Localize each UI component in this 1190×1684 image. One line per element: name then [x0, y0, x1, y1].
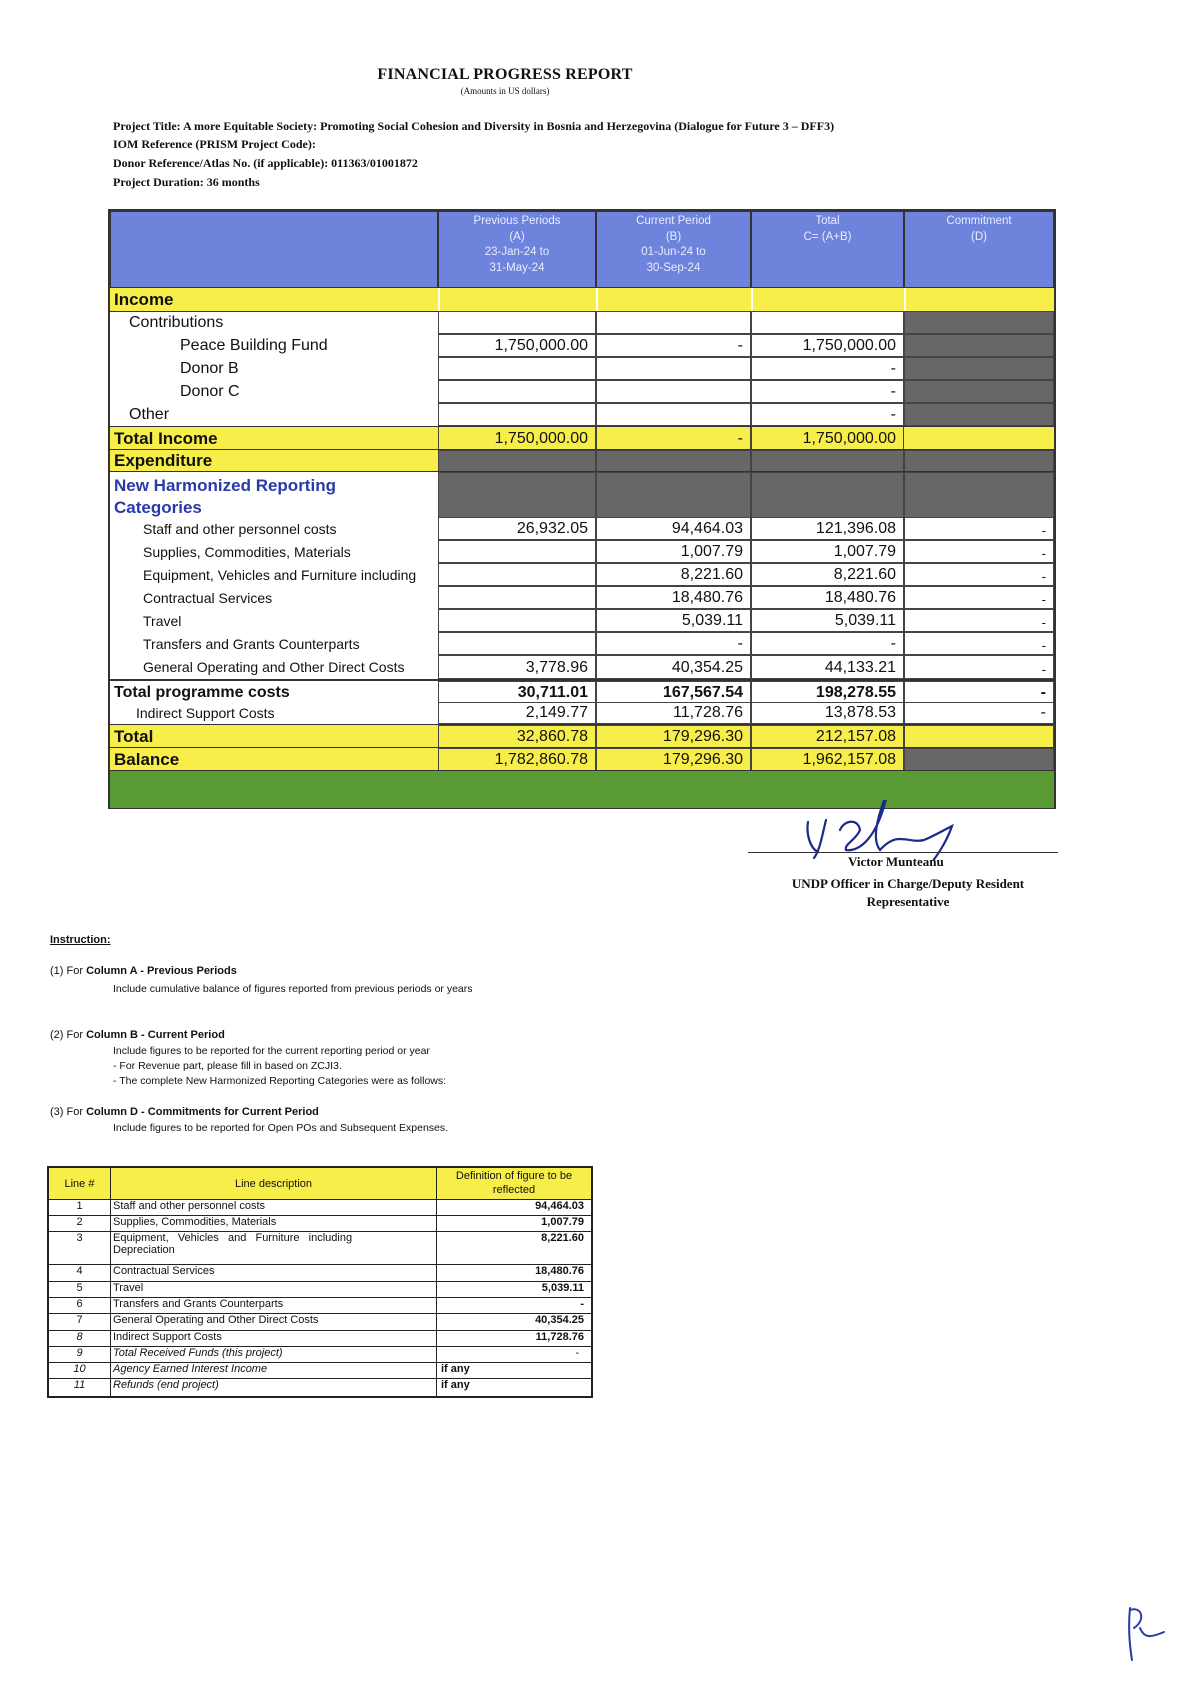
peace-fund-label: Peace Building Fund	[180, 336, 328, 354]
line-description	[111, 1232, 437, 1265]
expense-label: General Operating and Other Direct Costs	[143, 659, 405, 675]
programme-total-row	[110, 679, 1054, 704]
programme-total-b: 167,567.54	[596, 681, 751, 704]
signatory-title-line2: Representative	[866, 894, 950, 910]
report-subtitle: (Amounts in US dollars)	[460, 86, 550, 96]
expense-d: -	[904, 563, 1054, 586]
commitment-shaded-cell	[904, 311, 1054, 334]
line-description: Refunds (end project)	[111, 1379, 437, 1396]
instruction-1	[50, 965, 237, 977]
line-description-line1: Equipment, Vehicles and Furniture including	[113, 1232, 353, 1244]
expense-row	[110, 609, 1054, 632]
instruction-prefix: (2) For	[50, 1029, 87, 1041]
line-value: if any	[441, 1379, 470, 1391]
line-description: Supplies, Commodities, Materials	[111, 1216, 437, 1232]
instruction-2-text3: - The complete New Harmonized Reporting Categories were as follows:	[113, 1075, 447, 1087]
line-number: 9	[49, 1347, 111, 1363]
expense-b: 40,354.25	[596, 655, 751, 679]
column-label: Previous Periods	[473, 215, 561, 227]
line-table-row	[49, 1347, 591, 1363]
categories-heading-line1: New Harmonized Reporting	[114, 476, 336, 495]
line-table-header	[49, 1168, 591, 1200]
line-value: 11,728.76	[437, 1331, 591, 1347]
line-value: 18,480.76	[437, 1265, 591, 1282]
report-title: FINANCIAL PROGRESS REPORT	[377, 66, 633, 83]
expense-c: 121,396.08	[751, 517, 904, 540]
indirect-b: 11,728.76	[596, 702, 751, 724]
expense-label: Supplies, Commodities, Materials	[143, 543, 351, 560]
expense-row	[110, 586, 1054, 609]
line-table-row	[49, 1298, 591, 1314]
expense-row	[110, 517, 1054, 540]
expense-b: 1,007.79	[596, 540, 751, 563]
balance-b: 179,296.30	[596, 748, 751, 771]
column-code: C= (A+B)	[803, 230, 852, 243]
total-income-a: 1,750,000.00	[438, 427, 596, 450]
other-income-row	[110, 403, 1054, 426]
grand-total-b: 179,296.30	[596, 725, 751, 748]
line-value: -	[437, 1347, 591, 1363]
line-value: 94,464.03	[437, 1200, 591, 1216]
initials-mark	[1120, 1598, 1170, 1668]
signatory-title	[768, 875, 1048, 911]
line-number-header: Line #	[49, 1168, 111, 1200]
line-value: 8,221.60	[437, 1232, 591, 1265]
expense-c: 44,133.21	[751, 655, 904, 679]
column-label: Current Period	[636, 215, 711, 227]
expense-d: -	[904, 655, 1054, 679]
expense-d: -	[904, 540, 1054, 563]
instruction-2	[50, 1029, 225, 1041]
balance-row	[110, 747, 1054, 771]
line-number: 11	[49, 1379, 111, 1396]
column-header-previous	[438, 211, 596, 288]
expense-a: 26,932.05	[438, 517, 596, 540]
expense-a	[438, 609, 596, 632]
programme-total-d: -	[904, 681, 1054, 704]
instruction-title: Column D - Commitments for Current Period	[86, 1106, 319, 1118]
contributions-label: Contributions	[129, 313, 224, 331]
indirect-c: 13,878.53	[751, 702, 904, 724]
line-number: 1	[49, 1200, 111, 1216]
expense-b: 94,464.03	[596, 517, 751, 540]
line-number: 3	[49, 1232, 111, 1265]
handwritten-signature	[748, 800, 1058, 860]
peace-fund-b: -	[596, 334, 751, 357]
line-number: 6	[49, 1298, 111, 1314]
expense-d: -	[904, 517, 1054, 540]
column-range-end: 30-Sep-24	[646, 261, 701, 274]
instruction-3-text: Include figures to be reported for Open POs and Subsequent Expenses.	[113, 1122, 449, 1134]
signature-block	[748, 800, 1058, 920]
income-heading-row	[110, 288, 1054, 312]
indirect-costs-label: Indirect Support Costs	[136, 705, 275, 721]
line-table-row	[49, 1379, 591, 1396]
donor-c-label: Donor C	[180, 382, 240, 400]
expense-row	[110, 540, 1054, 563]
expense-c: 8,221.60	[751, 563, 904, 586]
column-header-commitment	[904, 211, 1054, 288]
donor-b-c: -	[751, 357, 904, 380]
total-income-b: -	[596, 427, 751, 450]
signature-line	[748, 852, 1058, 853]
balance-a: 1,782,860.78	[438, 748, 596, 771]
indirect-d: -	[904, 702, 1054, 724]
expenditure-heading: Expenditure	[114, 451, 213, 470]
programme-total-c: 198,278.55	[751, 681, 904, 704]
categories-heading	[114, 475, 336, 519]
line-number: 8	[49, 1331, 111, 1347]
donor-b-label: Donor B	[180, 359, 239, 377]
line-value: -	[437, 1298, 591, 1314]
expense-label: Contractual Services	[143, 589, 273, 606]
line-value: 40,354.25	[437, 1314, 591, 1331]
programme-total-a: 30,711.01	[438, 681, 596, 704]
line-table-row	[49, 1363, 591, 1379]
expenditure-heading-row	[110, 449, 1054, 472]
expense-c: -	[751, 632, 904, 655]
expense-label: Travel	[143, 612, 182, 629]
expense-a	[438, 586, 596, 609]
instruction-prefix: (3) For	[50, 1106, 87, 1118]
total-income-c: 1,750,000.00	[751, 427, 904, 450]
instructions-heading: Instruction:	[50, 934, 111, 946]
expense-c: 1,007.79	[751, 540, 904, 563]
expense-row	[110, 655, 1054, 679]
line-value: 5,039.11	[437, 1282, 591, 1298]
line-description-table	[47, 1166, 593, 1398]
income-heading: Income	[114, 289, 174, 309]
grand-total-row	[110, 724, 1054, 748]
peace-fund-c: 1,750,000.00	[751, 334, 904, 357]
expense-d: -	[904, 586, 1054, 609]
column-range-end: 31-May-24	[489, 261, 545, 274]
contributions-row	[110, 311, 1054, 334]
donor-c-c: -	[751, 380, 904, 403]
expense-c: 5,039.11	[751, 609, 904, 632]
instruction-2-text2: - For Revenue part, please fill in based on ZCJI3.	[113, 1060, 342, 1072]
indirect-a: 2,149.77	[438, 702, 596, 724]
instruction-title: Column A - Previous Periods	[86, 965, 237, 977]
label-column-header	[110, 211, 438, 288]
line-number: 2	[49, 1216, 111, 1232]
line-description: Indirect Support Costs	[111, 1331, 437, 1347]
line-number: 10	[49, 1363, 111, 1379]
line-description: Travel	[111, 1282, 437, 1298]
expense-label: Equipment, Vehicles and Furniture including	[143, 566, 417, 583]
expense-b: 18,480.76	[596, 586, 751, 609]
expense-row	[110, 563, 1054, 586]
line-table-row	[49, 1265, 591, 1282]
column-code: (D)	[971, 230, 987, 243]
signatory-name: Victor Munteanu	[848, 854, 944, 869]
table-header-row	[110, 211, 1054, 288]
programme-total-label: Total programme costs	[114, 683, 290, 701]
grand-total-label: Total	[114, 726, 154, 746]
balance-label: Balance	[114, 749, 180, 769]
line-description-line2: Depreciation	[113, 1244, 175, 1256]
instruction-1-text: Include cumulative balance of figures reported from previous periods or years	[113, 983, 473, 995]
line-description: Staff and other personnel costs	[111, 1200, 437, 1216]
line-table-row	[49, 1232, 591, 1265]
iom-reference: IOM Reference (PRISM Project Code):	[113, 137, 316, 151]
line-value: 1,007.79	[437, 1216, 591, 1232]
expense-d: -	[904, 609, 1054, 632]
instruction-title: Column B - Current Period	[86, 1029, 225, 1041]
line-description: Contractual Services	[111, 1265, 437, 1282]
expense-label: Staff and other personnel costs	[143, 520, 337, 537]
instruction-prefix: (1) For	[50, 965, 87, 977]
project-title: Project Title: A more Equitable Society: Promoting Social Cohesion and Diversity in Bosnia and Herzegovina (Dialogue for Future 3 – DFF3)	[113, 119, 835, 133]
expense-row	[110, 632, 1054, 655]
line-description: Total Received Funds (this project)	[111, 1347, 437, 1363]
line-number: 5	[49, 1282, 111, 1298]
line-value: if any	[437, 1363, 591, 1379]
peace-fund-row	[110, 334, 1054, 357]
expense-b: 5,039.11	[596, 609, 751, 632]
column-header-current	[596, 211, 751, 288]
line-number: 7	[49, 1314, 111, 1331]
expense-c: 18,480.76	[751, 586, 904, 609]
column-label: Commitment	[946, 215, 1012, 227]
line-number: 4	[49, 1265, 111, 1282]
expense-d: -	[904, 632, 1054, 655]
expense-a	[438, 563, 596, 586]
other-c: -	[751, 403, 904, 426]
total-income-label: Total Income	[114, 428, 218, 448]
line-table-row	[49, 1282, 591, 1298]
balance-c: 1,962,157.08	[751, 748, 904, 771]
project-duration: Project Duration: 36 months	[113, 175, 260, 189]
expense-b: -	[596, 632, 751, 655]
indirect-costs-row	[110, 702, 1054, 724]
column-range-start: 23-Jan-24 to	[484, 246, 550, 259]
donor-reference: Donor Reference/Atlas No. (if applicable): 011363/01001872	[113, 156, 418, 170]
expense-b: 8,221.60	[596, 563, 751, 586]
line-description: Transfers and Grants Counterparts	[111, 1298, 437, 1314]
column-range-start: 01-Jun-24 to	[641, 246, 706, 259]
line-description: General Operating and Other Direct Costs	[111, 1314, 437, 1331]
column-label: Total	[815, 215, 840, 227]
column-code: (B)	[665, 230, 682, 243]
expense-a	[438, 632, 596, 655]
other-label: Other	[129, 405, 170, 423]
line-description: Agency Earned Interest Income	[111, 1363, 437, 1379]
total-income-row	[110, 426, 1054, 450]
categories-heading-line2: Categories	[114, 498, 202, 518]
grand-total-c: 212,157.08	[751, 725, 904, 748]
definition-header: Definition of figure to be reflected	[437, 1168, 591, 1200]
line-table-row	[49, 1314, 591, 1331]
financial-table	[108, 209, 1056, 809]
categories-heading-row	[110, 471, 1054, 518]
expense-label: Transfers and Grants Counterparts	[143, 635, 360, 652]
donor-b-row	[110, 357, 1054, 380]
peace-fund-a: 1,750,000.00	[438, 334, 596, 357]
instruction-3	[50, 1106, 319, 1118]
line-table-row	[49, 1200, 591, 1216]
donor-c-row	[110, 380, 1054, 403]
expense-a: 3,778.96	[438, 655, 596, 679]
line-description-header: Line description	[111, 1168, 437, 1200]
line-table-row	[49, 1331, 591, 1347]
expense-a	[438, 540, 596, 563]
line-table-row	[49, 1216, 591, 1232]
column-code: (A)	[509, 230, 525, 243]
signatory-title-line1: UNDP Officer in Charge/Deputy Resident	[791, 876, 1025, 891]
instruction-2-text1: Include figures to be reported for the current reporting period or year	[113, 1045, 430, 1057]
column-header-total	[751, 211, 904, 288]
grand-total-a: 32,860.78	[438, 725, 596, 748]
